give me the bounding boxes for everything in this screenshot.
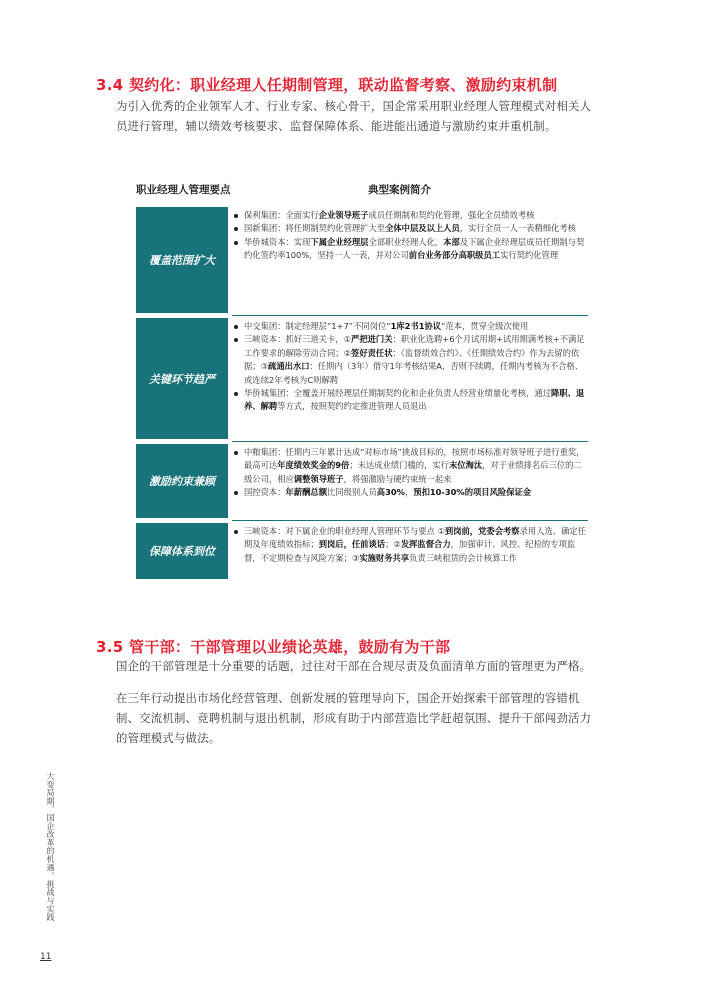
table-col1-header: 职业经理人管理要点 (136, 184, 231, 196)
case-list (232, 525, 588, 565)
case-item-emphasis: 全体中层及以上人员 (385, 223, 460, 234)
case-item-text: 国控资本： (244, 487, 286, 498)
case-list (232, 209, 588, 263)
case-item-text: ；② (385, 539, 401, 550)
case-item-text: 三峡资本：对下属企业的职业经理人管理环节与要点 ① (244, 526, 445, 536)
case-item-text: 实行契约化管理 (500, 250, 559, 261)
table-row (136, 207, 588, 313)
row-label: 激励约束兼顾 (136, 444, 228, 518)
case-item (232, 209, 588, 222)
case-list (232, 446, 588, 500)
section-3-5-paragraph-1: 国企的干部管理是十分重要的话题，过往对干部在合规尽责及负面清单方面的管理更为严格。 (116, 659, 592, 673)
case-item-emphasis: 疏通出水口 (268, 361, 310, 372)
row-divider (232, 315, 588, 316)
case-item-text: 全部职业经理人化， (368, 236, 444, 247)
row-label: 保障体系到位 (136, 523, 228, 579)
case-item-text: ”范本，贯穿全级次使用 (441, 321, 529, 331)
case-list (232, 320, 588, 414)
table-col2-header: 典型案例简介 (368, 184, 431, 196)
case-item-text: 成员任期制和契约化管理，强化全员绩效考核 (368, 210, 535, 220)
case-item-text: 比同级别人员 (327, 487, 377, 498)
case-item-emphasis: 年薪酬总额 (285, 487, 327, 498)
case-item-emphasis: 实施财务共享 (359, 552, 410, 563)
case-item-text: ：《监督绩效合约》、《任期绩效合约》作为去留的依据；③ (244, 347, 580, 372)
case-item (232, 320, 588, 333)
case-item-text: ，加强审计、风控、纪检的专项监督，不定期检查与风险方案；③ (244, 539, 576, 563)
case-item (232, 486, 588, 499)
case-item-emphasis: 签好责任状 (351, 347, 393, 358)
case-item-emphasis: 前台业务部分高职级员工 (408, 250, 501, 261)
case-item-text: ，对于业绩排名后三位的二级公司，相应 (244, 460, 582, 484)
case-item-emphasis: 高30% (376, 487, 405, 498)
case-item-text: 及下属企业经理层成员任期制与契约化签约率100%，坚持一人一表，并对公司 (244, 236, 585, 261)
case-item-emphasis: 发挥监督合力 (400, 539, 451, 550)
case-table (136, 207, 588, 579)
case-item-text: ，将强激励与硬约束统一起来 (343, 473, 452, 484)
case-item-text: 三峡资本：抓好三道关卡，① (244, 334, 352, 345)
case-item-emphasis: 企业领导班子 (318, 210, 369, 220)
table-row (136, 444, 588, 518)
case-item-emphasis: 调整领导班子 (293, 473, 344, 484)
section-3-5-paragraph-2: 在三年行动提出市场化经营管理、创新发展的管理导向下，国企开始探索干部管理的容错机制、交流机制、竞聘机制与退出机制，形成有助于内部营造比学赶超氛围、提升干部闯劲活力的管理模式与做法。 (116, 691, 592, 745)
case-item-emphasis: 到岗后，任前谈话 (318, 539, 386, 550)
case-item-text: ， (404, 487, 414, 498)
case-item-text: 中粮集团：任期内三年累计达成“对标市场”挑战目标的，按照市场标准对领导班子进行重奖，最高可达 (244, 447, 585, 471)
row-divider (232, 520, 588, 521)
case-item (232, 446, 588, 486)
case-item-text: 中交集团：制定经理层“1+7”不同岗位“ (244, 321, 391, 331)
case-item-emphasis: 末位淘汰 (448, 460, 483, 471)
section-3-4-title: 3.4 契约化：职业经理人任期制管理，联动监督考察、激励约束机制 (96, 76, 558, 94)
case-item-text: ：任期内（3年）借守1年考核结果A，否则不续聘，任期内考核为不合格、或连续2年考核为C则解聘 (244, 361, 583, 385)
case-item-emphasis: 年度绩效奖金的9倍 (277, 460, 350, 471)
case-item (232, 387, 588, 414)
table-row (136, 523, 588, 579)
row-divider (232, 441, 588, 442)
section-3-4-paragraph: 为引入优秀的企业领军人才、行业专家、核心骨干，国企常采用职业经理人管理模式对相关人员进行管理，辅以绩效考核要求、监督保障体系、能进能出通道与激励约束并重机制。 (116, 99, 592, 133)
report-title-sidebar: 大变局期，国企改革的机遇、挑战与实践 (46, 772, 55, 922)
table-row (136, 318, 588, 439)
case-item (232, 236, 588, 263)
case-item (232, 525, 588, 565)
page-number: 11 (40, 952, 52, 962)
case-item-text: 等方式，按照契约约定推进管理人员退出 (277, 401, 427, 412)
case-item-text: 负责三峡租赁的会计核算工作 (409, 552, 517, 563)
row-label: 覆盖范围扩大 (136, 207, 228, 313)
case-item-emphasis: 降职、退养、解聘 (244, 388, 585, 412)
case-item-emphasis: 1库2书1协议 (390, 321, 442, 331)
case-item-emphasis: 预扣10-30%的项目风险保证金 (413, 487, 532, 498)
case-item-text: 华侨城资本：实现 (244, 236, 311, 247)
case-item-text: ；未达成业绩门槛的，实行 (349, 460, 449, 471)
case-item-text: 国新集团：将任期制契约化管理扩大至 (244, 223, 386, 234)
case-item-emphasis: 本部 (443, 236, 460, 247)
case-item-emphasis: 严把进门关 (351, 334, 393, 345)
section-3-5-title: 3.5 管干部：干部管理以业绩论英雄，鼓励有为干部 (96, 638, 451, 656)
row-label: 关键环节趋严 (136, 318, 228, 439)
case-item (232, 222, 588, 235)
case-item-text: 保利集团：全面实行 (244, 210, 319, 220)
case-item-text: ：职业化选聘+6个月试用期+试用期满考核+不满足工作要求的解除劳动合同；② (244, 334, 585, 358)
case-item-text: 录用人选、确定任期及年度绩效指标； (244, 526, 586, 550)
case-item-text: ，实行全员一人一表精细化考核 (459, 223, 576, 234)
case-item-emphasis: 下属企业经理层 (310, 236, 369, 247)
case-item-text: 华侨城集团：全覆盖开展经理层任期制契约化和企业负责人经营业绩量化考核，通过 (244, 388, 551, 399)
case-item-emphasis: 到岗前，党委会考察 (444, 526, 520, 536)
case-item (232, 333, 588, 387)
